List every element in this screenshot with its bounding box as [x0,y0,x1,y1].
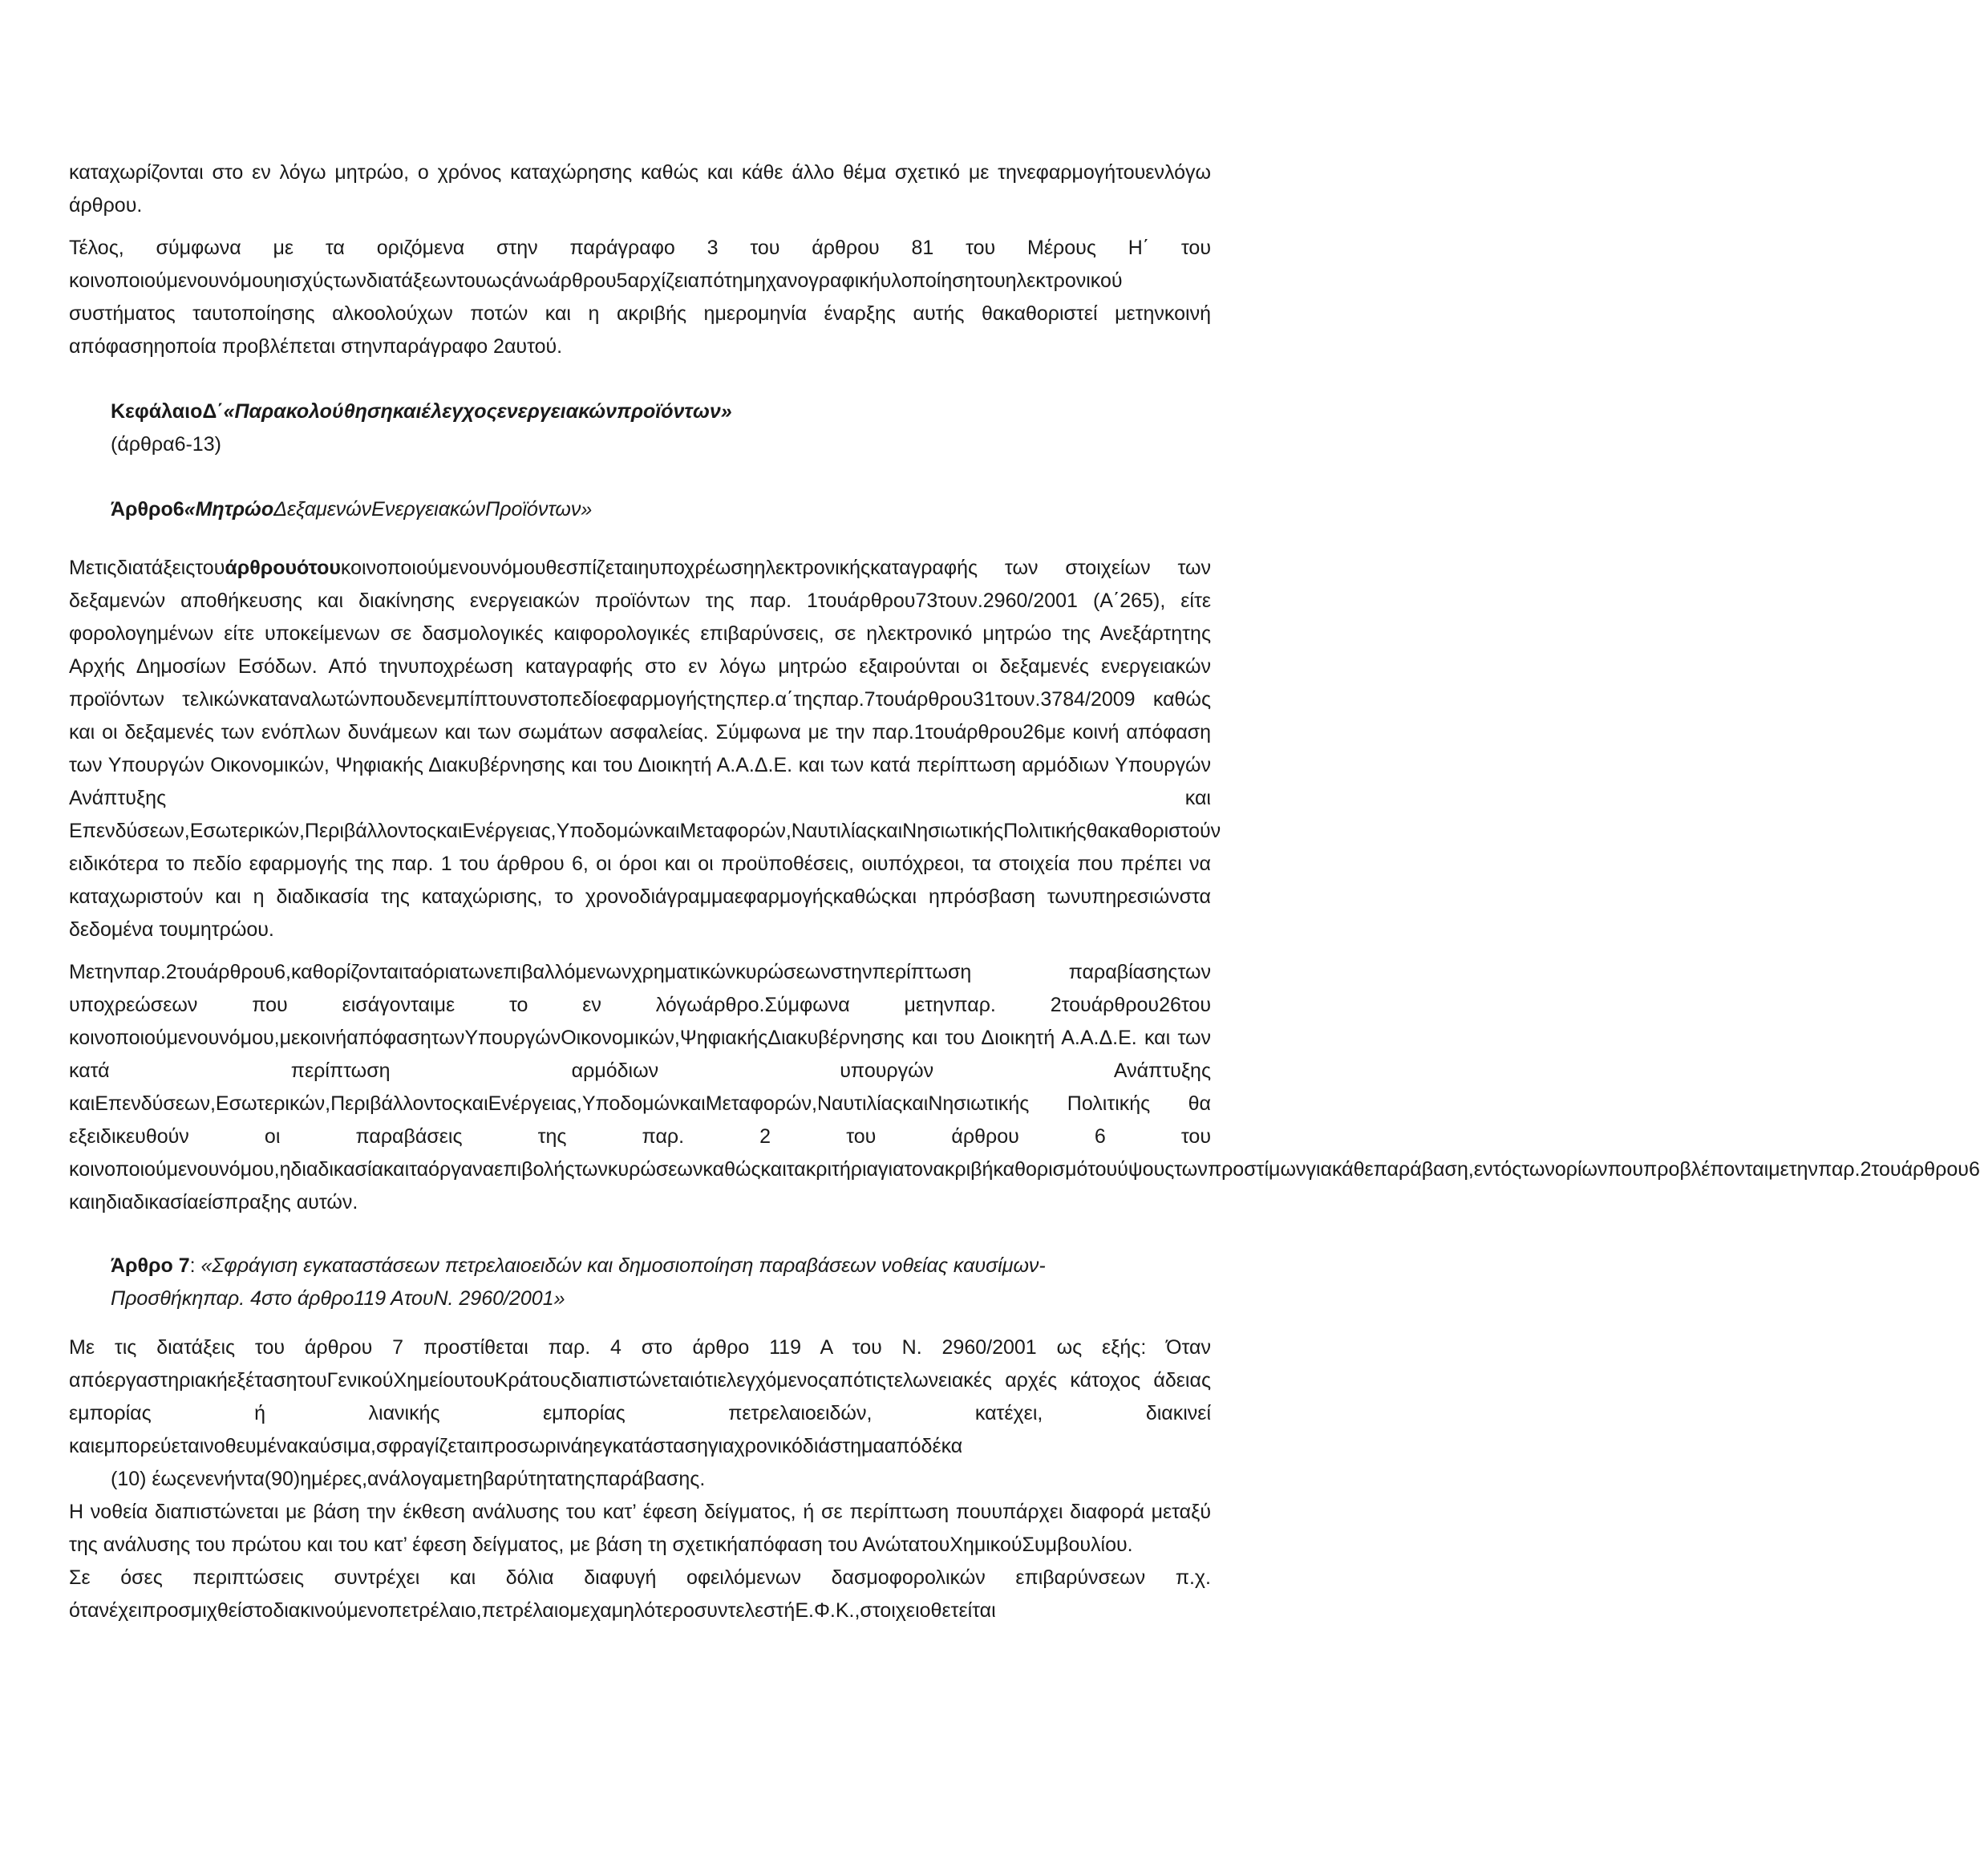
article7-paragraph-1: Με τις διατάξεις του άρθρου 7 προστίθεται παρ. 4 στο άρθρο 119 Α του Ν. 2960/2001 ως εξής: Όταν απόεργαστηριακήεξέτασητουΓενικούΧημείουτουΚράτουςδιαπιστώνεταιότιελεγχόμενοςαπότιςτελωνειακές αρχές κάτοχος άδειας εμπορίας ή λιανικής εμπορίας πετρελαιοειδών, κατέχει, διακινεί καιεμπορεύεταινοθευμένακαύσιμα,σφραγίζεταιπροσωρινάηεγκατάστασηγιαχρονικόδιάστημααπόδέκα [69,1336,1211,1457]
chapter-title-line [111,395,1211,428]
article7-paragraph-1-continued: (10) έωςενενήντα(90)ημέρες,ανάλογαμετηβαρύτητατηςπαράβασης. [111,1468,706,1490]
article6-title-bold: «Μητρώο [184,498,274,521]
article7-paragraph-3: Σε όσες περιπτώσεις συντρέχει και δόλια διαφυγή οφειλόμενων δασμοφορολικών επιβαρύνσεων π.χ. ότανέχειπροσμιχθείστοδιακινούμενοπετρέλαιο,πετρέλαιομεχαμηλότεροσυντελεστήΕ.Φ.Κ.,στοιχειοθετείται [69,1566,1211,1622]
article6-title: ΔεξαμενώνΕνεργειακώνΠροϊόντων» [273,498,593,521]
article7-heading: Άρθρο 7: «Σφράγιση εγκαταστάσεων πετρελαιοειδών και δημοσιοποίηση παραβάσεων νοθείας καυσίμων- Προσθήκηπαρ. 4στο άρθρο119 ΑτουΝ. 2960/2001» [111,1250,1211,1315]
article7-paragraph-2: Η νοθεία διαπιστώνεται με βάση την έκθεση ανάλυσης του κατ’ έφεση δείγματος, ή σε περίπτωση πουυπάρχει διαφορά μεταξύ της ανάλυσης του πρώτου και του κατ’ έφεση δείγματος, με βάση τη σχετικήαπόφαση του ΑνώτατουΧημικούΣυμβουλίου. [69,1501,1211,1556]
article6-heading [111,493,1211,526]
paragraph-intro-continued: καταχωρίζονται στο εν λόγω μητρώο, ο χρόνος καταχώρησης καθώς και κάθε άλλο θέμα σχετικό με τηνεφαρμογήτουενλόγω άρθρου. [69,161,1211,217]
article6-paragraph-2: Μετηνπαρ.2τουάρθρου6,καθορίζονταιταόριατωνεπιβαλλόμενωνχρηματικώνκυρώσεωνστηνπερίπτωση παραβίασηςτων υποχρεώσεων που εισάγονταιμε το εν λόγωάρθρο.Σύμφωνα μετηνπαρ. 2τουάρθρου26του κοινοποιούμενουνόμου,μεκοινήαπόφασητωνΥπουργώνΟικονομικών,ΨηφιακήςΔιακυβέρνησης και του Διοικητή Α.Α.Δ.Ε. και των κατά περίπτωση αρμόδιων υπουργών Ανάπτυξης καιΕπενδύσεων,Εσωτερικών,ΠεριβάλλοντοςκαιΕνέργειας,ΥποδομώνκαιΜεταφορών,ΝαυτιλίαςκαιΝησιωτικής Πολιτικής θα εξειδικευθούν οι παραβάσεις της παρ. 2 του άρθρου 6 του κοινοποιούμενουνόμου,ηδιαδικασίακαιταόργαναεπιβολήςτωνκυρώσεωνκαθώςκαιτακριτήριαγιατονακριβήκαθορισμότουύψουςτωνπροστίμωνγιακάθεπαράβαση,εντόςτωνορίωνπουπροβλέπονταιμετηνπαρ.2τουάρθρου6 καιηδιαδικασίαείσπραξης αυτών. [69,961,1980,1214]
chapter-label: ΚεφάλαιοΔ΄ [111,400,224,423]
document-page [69,156,1980,1627]
paragraph-article5-start: Τέλος, σύμφωνα με τα οριζόμενα στην παράγραφο 3 του άρθρου 81 του Μέρους Η΄ του κοινοποιούμενουνόμουηισχύςτωνδιατάξεωντουωςάνωάρθρου5αρχίζειαπότημηχανογραφικήυλοποίησητουηλεκτρονικού συστήματος ταυτοποίησης αλκοολούχων ποτών και η ακριβής ημερομηνία έναρξης αυτής θακαθοριστεί μετηνκοινή απόφασηηοποία προβλέπεται στηνπαράγραφο 2αυτού. [69,237,1211,358]
article7-title-line2: Προσθήκηπαρ. 4στο άρθρο119 ΑτουΝ. 2960/2001» [111,1287,565,1310]
chapter-title: «Παρακολούθησηκαιέλεγχοςενεργειακώνπροϊόντων» [223,400,732,423]
chapter-heading [111,395,1211,461]
chapter-article-range: (άρθρα6-13) [111,433,221,456]
article7-title-line1: «Σφράγιση εγκαταστάσεων πετρελαιοειδών και δημοσιοποίηση παραβάσεων νοθείας καυσίμων- [200,1254,1046,1277]
article6-label: Άρθρο6 [111,498,184,521]
article6-paragraph-1: Μετιςδιατάξειςτουάρθρουότουκοινοποιούμενουνόμουθεσπίζεταιηυποχρέωσηηλεκτρονικήςκαταγραφής των στοιχείων των δεξαμενών αποθήκευσης και διακίνησης ενεργειακών προϊόντων της παρ. 1τουάρθρου73τουν.2960/2001 (Α΄265), είτε φορολογημένων είτε υποκείμενων σε δασμολογικές καιφορολογικές επιβαρύνσεις, σε ηλεκτρονικό μητρώο της Ανεξάρτητης Αρχής Δημοσίων Εσόδων. Από τηνυποχρέωση καταγραφής στο εν λόγω μητρώο εξαιρούνται οι δεξαμενές ενεργειακών προϊόντων τελικώνκαταναλωτώνπουδενεμπίπτουνστοπεδίοεφαρμογήςτηςπερ.α΄τηςπαρ.7τουάρθρου31τουν.3784/2009 καθώς και οι δεξαμενές των ενόπλων δυνάμεων και των σωμάτων ασφαλείας. Σύμφωνα με την παρ.1τουάρθρου26με κοινή απόφαση των Υπουργών Οικονομικών, Ψηφιακής Διακυβέρνησης και του Διοικητή Α.Α.Δ.Ε. και των κατά περίπτωση αρμόδιων Υπουργών Ανάπτυξης και Επενδύσεων,Εσωτερικών,ΠεριβάλλοντοςκαιΕνέργειας,ΥποδομώνκαιΜεταφορών,ΝαυτιλίαςκαιΝησιωτικήςΠολιτικήςθακαθοριστούν ειδικότερα το πεδίο εφαρμογής της παρ. 1 του άρθρου 6, οι όροι και οι προϋποθέσεις, οιυπόχρεοι, τα στοιχεία που πρέπει να καταχωριστούν και η διαδικασία της καταχώρισης, το χρονοδιάγραμμαεφαρμογήςκαθώςκαι ηπρόσβαση τωνυπηρεσιώνστα δεδομένα τουμητρώου. [69,557,1221,941]
article7-label: Άρθρο 7 [111,1254,190,1277]
